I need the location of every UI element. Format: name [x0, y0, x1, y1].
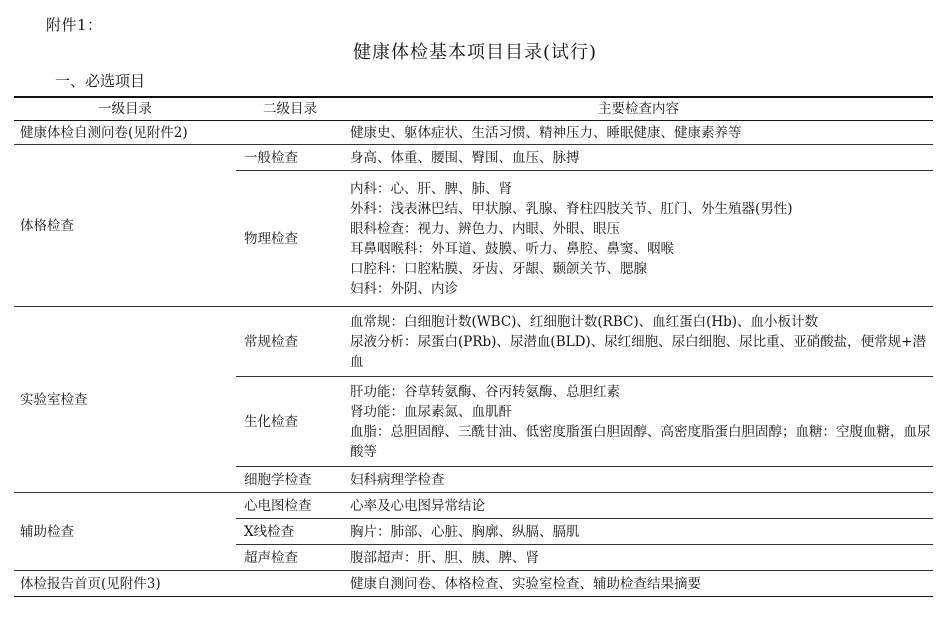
content-line: 外科：浅表淋巴结、甲状腺、乳腺、脊柱四肢关节、肛门、外生殖器(男性): [350, 200, 793, 217]
content-line: 尿液分析：尿蛋白(PRb)、尿潜血(BLD)、尿红细胞、尿白细胞、尿比重、亚硝酸盐，便常规+潜血: [350, 333, 926, 370]
level1-physical: 体格检查: [14, 145, 236, 307]
level2-ecg: 心电图检查: [236, 493, 344, 519]
content-line: 口腔科：口腔粘膜、牙齿、牙龈、颞颌关节、腮腺: [350, 260, 647, 277]
level2-physical-exam: 物理检查: [236, 171, 344, 307]
content-line: 肝功能：谷草转氨酶、谷丙转氨酶、总胆红素: [350, 383, 620, 400]
checkup-items-table: [14, 96, 933, 597]
content-xray: 胸片：肺部、心脏、胸廓、纵膈、膈肌: [344, 519, 933, 545]
level2-routine: 常规检查: [236, 307, 344, 377]
content-cytology: 妇科病理学检查: [344, 467, 933, 493]
table-row: [14, 493, 933, 519]
level1-lab: 实验室检查: [14, 307, 236, 493]
document-title: 健康体检基本项目目录(试行): [352, 42, 598, 63]
header-level1: 一级目录: [14, 97, 236, 121]
content-line: 血脂：总胆固醇、三酰甘油、低密度脂蛋白胆固醇、高密度脂蛋白胆固醇；血糖：空腹血糖，血尿酸等: [350, 423, 931, 460]
content-questionnaire: 健康史、躯体症状、生活习惯、精神压力、睡眠健康、健康素养等: [344, 121, 933, 145]
content-ecg: 心率及心电图异常结论: [344, 493, 933, 519]
table-row: [14, 307, 933, 377]
level2-xray: X线检查: [236, 519, 344, 545]
header-content: 主要检查内容: [344, 97, 933, 121]
content-physical-exam: [344, 171, 933, 307]
level1-report: 体检报告首页(见附件3): [14, 571, 236, 597]
content-line: 妇科：外阴、内诊: [350, 280, 458, 297]
content-line: 耳鼻咽喉科：外耳道、鼓膜、听力、鼻腔、鼻窦、咽喉: [350, 240, 674, 257]
level2-ultrasound: 超声检查: [236, 545, 344, 571]
level1-auxiliary: 辅助检查: [14, 493, 236, 571]
content-ultrasound: 腹部超声：肝、胆、胰、脾、肾: [344, 545, 933, 571]
content-report: 健康自测问卷、体格检查、实验室检查、辅助检查结果摘要: [344, 571, 933, 597]
content-line: 血常规：白细胞计数(WBC)、红细胞计数(RBC)、血红蛋白(Hb)、血小板计数: [350, 313, 819, 330]
table-row: [14, 145, 933, 171]
level2-empty: [236, 121, 344, 145]
annex-label: 附件1：: [46, 16, 103, 34]
content-routine: [344, 307, 933, 377]
level2-biochem: 生化检查: [236, 377, 344, 467]
level2-general: 一般检查: [236, 145, 344, 171]
table-row: [14, 121, 933, 145]
level1-questionnaire: 健康体检自测问卷(见附件2): [14, 121, 236, 145]
content-line: 肾功能：血尿素氮、血肌酐: [350, 403, 512, 420]
content-line: 眼科检查：视力、辨色力、内眼、外眼、眼压: [350, 220, 620, 237]
header-level2: 二级目录: [236, 97, 344, 121]
level2-cytology: 细胞学检查: [236, 467, 344, 493]
content-line: 内科：心、肝、脾、肺、肾: [350, 180, 512, 197]
level2-empty: [236, 571, 344, 597]
table-row: [14, 571, 933, 597]
content-general: 身高、体重、腰围、臀围、血压、脉搏: [344, 145, 933, 171]
section-heading: 一、必选项目: [55, 72, 146, 90]
content-biochem: [344, 377, 933, 467]
table-header-row: [14, 97, 933, 121]
